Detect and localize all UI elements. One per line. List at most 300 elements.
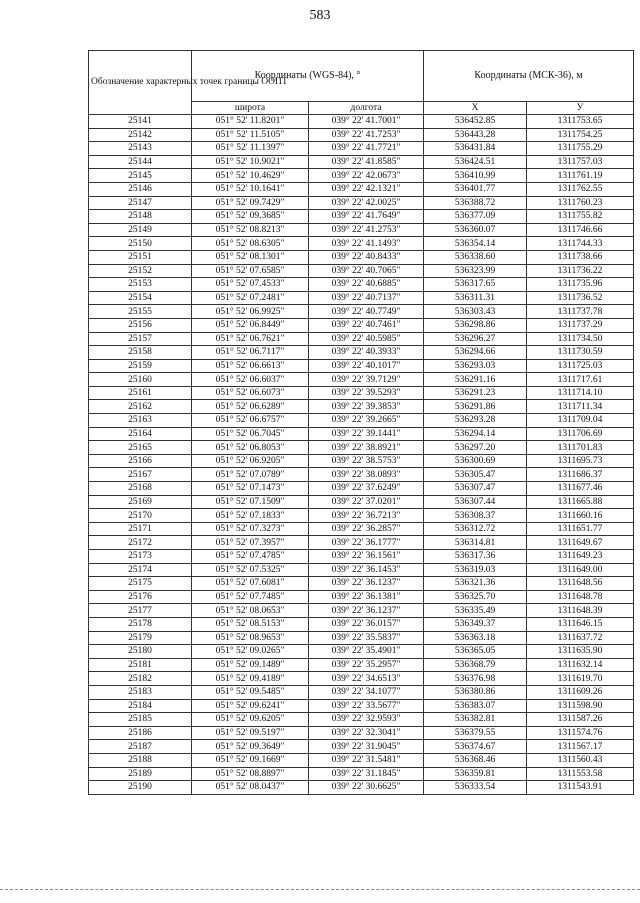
cell-longitude: 039° 22' 40.7749": [309, 305, 424, 319]
cell-latitude: 051° 52' 08.6305": [192, 237, 309, 251]
table-row: [89, 631, 634, 645]
cell-latitude: 051° 52' 10.1641": [192, 182, 309, 196]
cell-x: 536300.69: [424, 454, 527, 468]
cell-point-id: 25152: [89, 264, 192, 278]
table-row: [89, 264, 634, 278]
page-number: 583: [309, 8, 331, 23]
cell-latitude: 051° 52' 09.0265": [192, 645, 309, 659]
cell-y: 1311734.50: [527, 332, 634, 346]
table-row: [89, 346, 634, 360]
cell-point-id: 25186: [89, 726, 192, 740]
cell-longitude: 039° 22' 36.1237": [309, 577, 424, 591]
cell-x: 536305.47: [424, 468, 527, 482]
cell-longitude: 039° 22' 40.7065": [309, 264, 424, 278]
table-row: [89, 155, 634, 169]
cell-y: 1311761.19: [527, 169, 634, 183]
cell-latitude: 051° 52' 06.6037": [192, 373, 309, 387]
cell-y: 1311701.83: [527, 441, 634, 455]
cell-point-id: 25182: [89, 672, 192, 686]
cell-longitude: 039° 22' 33.5677": [309, 699, 424, 713]
table-row: [89, 713, 634, 727]
cell-y: 1311730.59: [527, 346, 634, 360]
table-row: [89, 441, 634, 455]
cell-longitude: 039° 22' 41.7001": [309, 115, 424, 129]
cell-point-id: 25143: [89, 142, 192, 156]
table-row: [89, 672, 634, 686]
cell-longitude: 039° 22' 40.1017": [309, 359, 424, 373]
cell-point-id: 25153: [89, 278, 192, 292]
cell-longitude: 039° 22' 42.0025": [309, 196, 424, 210]
cell-y: 1311651.77: [527, 522, 634, 536]
cell-y: 1311714.10: [527, 386, 634, 400]
cell-x: 536360.07: [424, 223, 527, 237]
cell-x: 536335.49: [424, 604, 527, 618]
cell-x: 536443.28: [424, 128, 527, 142]
cell-latitude: 051° 52' 06.7621": [192, 332, 309, 346]
table-row: [89, 522, 634, 536]
cell-longitude: 039° 22' 32.3041": [309, 726, 424, 740]
cell-x: 536291.16: [424, 373, 527, 387]
table-row: [89, 291, 634, 305]
cell-latitude: 051° 52' 09.3685": [192, 210, 309, 224]
table-row: [89, 454, 634, 468]
cell-x: 536325.70: [424, 590, 527, 604]
cell-point-id: 25164: [89, 427, 192, 441]
coordinates-table: [88, 50, 634, 795]
cell-latitude: 051° 52' 07.3957": [192, 536, 309, 550]
cell-longitude: 039° 22' 34.6513": [309, 672, 424, 686]
cell-x: 536317.65: [424, 278, 527, 292]
cell-x: 536354.14: [424, 237, 527, 251]
cell-point-id: 25174: [89, 563, 192, 577]
cell-point-id: 25144: [89, 155, 192, 169]
cell-longitude: 039° 22' 41.7721": [309, 142, 424, 156]
cell-y: 1311695.73: [527, 454, 634, 468]
cell-longitude: 039° 22' 34.1077": [309, 685, 424, 699]
table-row: [89, 685, 634, 699]
cell-y: 1311760.23: [527, 196, 634, 210]
cell-longitude: 039° 22' 36.1453": [309, 563, 424, 577]
cell-point-id: 25156: [89, 318, 192, 332]
table-row: [89, 305, 634, 319]
table-row: [89, 318, 634, 332]
cell-y: 1311753.65: [527, 115, 634, 129]
cell-x: 536333.54: [424, 781, 527, 795]
cell-y: 1311762.55: [527, 182, 634, 196]
cell-x: 536293.28: [424, 414, 527, 428]
cell-latitude: 051° 52' 11.5105": [192, 128, 309, 142]
cell-point-id: 25187: [89, 740, 192, 754]
table-row: [89, 726, 634, 740]
table-row: [89, 495, 634, 509]
cell-longitude: 039° 22' 38.0893": [309, 468, 424, 482]
table-row: [89, 753, 634, 767]
cell-x: 536294.66: [424, 346, 527, 360]
cell-point-id: 25159: [89, 359, 192, 373]
cell-x: 536380.86: [424, 685, 527, 699]
cell-x: 536376.98: [424, 672, 527, 686]
cell-y: 1311587.26: [527, 713, 634, 727]
cell-y: 1311717.61: [527, 373, 634, 387]
cell-point-id: 25151: [89, 250, 192, 264]
cell-longitude: 039° 22' 30.6625": [309, 781, 424, 795]
table-row: [89, 577, 634, 591]
cell-latitude: 051° 52' 08.5153": [192, 617, 309, 631]
cell-y: 1311648.39: [527, 604, 634, 618]
cell-y: 1311660.16: [527, 509, 634, 523]
table-row: [89, 250, 634, 264]
table-row: [89, 386, 634, 400]
cell-longitude: 039° 22' 31.9045": [309, 740, 424, 754]
cell-latitude: 051° 52' 07.3273": [192, 522, 309, 536]
cell-point-id: 25158: [89, 346, 192, 360]
cell-latitude: 051° 52' 10.4629": [192, 169, 309, 183]
cell-point-id: 25160: [89, 373, 192, 387]
cell-x: 536363.18: [424, 631, 527, 645]
cell-longitude: 039° 22' 38.8921": [309, 441, 424, 455]
cell-x: 536382.81: [424, 713, 527, 727]
cell-x: 536424.51: [424, 155, 527, 169]
subheader-x: X: [424, 102, 527, 115]
table-row: [89, 563, 634, 577]
cell-latitude: 051° 52' 06.8449": [192, 318, 309, 332]
cell-x: 536410.99: [424, 169, 527, 183]
table-row: [89, 427, 634, 441]
cell-x: 536431.84: [424, 142, 527, 156]
cell-point-id: 25190: [89, 781, 192, 795]
table-row: [89, 400, 634, 414]
cell-y: 1311648.78: [527, 590, 634, 604]
cell-latitude: 051° 52' 06.9925": [192, 305, 309, 319]
cell-x: 536317.36: [424, 550, 527, 564]
table-row: [89, 182, 634, 196]
table-row: [89, 468, 634, 482]
cell-point-id: 25188: [89, 753, 192, 767]
cell-x: 536307.47: [424, 482, 527, 496]
cell-latitude: 051° 52' 09.1489": [192, 658, 309, 672]
cell-latitude: 051° 52' 07.7485": [192, 590, 309, 604]
table-row: [89, 196, 634, 210]
cell-longitude: 039° 22' 36.1561": [309, 550, 424, 564]
cell-y: 1311677.46: [527, 482, 634, 496]
cell-latitude: 051° 52' 06.7045": [192, 427, 309, 441]
cell-latitude: 051° 52' 07.0789": [192, 468, 309, 482]
cell-y: 1311686.37: [527, 468, 634, 482]
cell-point-id: 25147: [89, 196, 192, 210]
table-row: [89, 590, 634, 604]
cell-point-id: 25176: [89, 590, 192, 604]
cell-x: 536368.79: [424, 658, 527, 672]
cell-y: 1311711.34: [527, 400, 634, 414]
header-msk36: Координаты (МСК-36), м: [424, 51, 634, 102]
cell-longitude: 039° 22' 40.8433": [309, 250, 424, 264]
cell-y: 1311706.69: [527, 427, 634, 441]
cell-latitude: 051° 52' 09.6241": [192, 699, 309, 713]
cell-y: 1311635.90: [527, 645, 634, 659]
cell-x: 536374.67: [424, 740, 527, 754]
cell-point-id: 25175: [89, 577, 192, 591]
table-row: [89, 740, 634, 754]
cell-longitude: 039° 22' 39.5293": [309, 386, 424, 400]
cell-point-id: 25155: [89, 305, 192, 319]
cell-y: 1311619.70: [527, 672, 634, 686]
cell-y: 1311567.17: [527, 740, 634, 754]
cell-latitude: 051° 52' 08.8213": [192, 223, 309, 237]
cell-latitude: 051° 52' 07.6585": [192, 264, 309, 278]
cell-latitude: 051° 52' 06.7117": [192, 346, 309, 360]
table-row: [89, 550, 634, 564]
table-row: [89, 210, 634, 224]
cell-longitude: 039° 22' 36.1237": [309, 604, 424, 618]
cell-longitude: 039° 22' 38.5753": [309, 454, 424, 468]
cell-y: 1311553.58: [527, 767, 634, 781]
cell-point-id: 25149: [89, 223, 192, 237]
cell-y: 1311746.66: [527, 223, 634, 237]
table-row: [89, 699, 634, 713]
cell-point-id: 25141: [89, 115, 192, 129]
cell-point-id: 25148: [89, 210, 192, 224]
cell-longitude: 039° 22' 41.7253": [309, 128, 424, 142]
table-row: [89, 237, 634, 251]
cell-x: 536294.14: [424, 427, 527, 441]
table-row: [89, 645, 634, 659]
cell-point-id: 25168: [89, 482, 192, 496]
cell-x: 536349.37: [424, 617, 527, 631]
cell-x: 536307.44: [424, 495, 527, 509]
cell-y: 1311609.26: [527, 685, 634, 699]
cell-latitude: 051° 52' 09.1669": [192, 753, 309, 767]
cell-latitude: 051° 52' 06.6289": [192, 400, 309, 414]
cell-longitude: 039° 22' 39.3853": [309, 400, 424, 414]
table-row: [89, 332, 634, 346]
cell-x: 536293.03: [424, 359, 527, 373]
table-row: [89, 509, 634, 523]
cell-latitude: 051° 52' 07.2481": [192, 291, 309, 305]
cell-longitude: 039° 22' 39.7129": [309, 373, 424, 387]
cell-point-id: 25173: [89, 550, 192, 564]
cell-longitude: 039° 22' 36.1381": [309, 590, 424, 604]
cell-point-id: 25171: [89, 522, 192, 536]
cell-longitude: 039° 22' 40.3933": [309, 346, 424, 360]
cell-y: 1311744.33: [527, 237, 634, 251]
cell-longitude: 039° 22' 41.8585": [309, 155, 424, 169]
cell-y: 1311737.29: [527, 318, 634, 332]
table-header-row: [89, 51, 634, 102]
cell-longitude: 039° 22' 36.2857": [309, 522, 424, 536]
header-point-id: Обозначение характерных точек границы ООПТ: [89, 51, 192, 115]
table-row: [89, 414, 634, 428]
cell-point-id: 25167: [89, 468, 192, 482]
cell-y: 1311736.52: [527, 291, 634, 305]
cell-x: 536291.86: [424, 400, 527, 414]
cell-longitude: 039° 22' 37.6249": [309, 482, 424, 496]
cell-latitude: 051° 52' 06.8053": [192, 441, 309, 455]
cell-y: 1311646.15: [527, 617, 634, 631]
page-bottom-divider: [0, 889, 640, 890]
cell-latitude: 051° 52' 08.0653": [192, 604, 309, 618]
cell-y: 1311560.43: [527, 753, 634, 767]
cell-y: 1311649.00: [527, 563, 634, 577]
cell-point-id: 25154: [89, 291, 192, 305]
cell-point-id: 25165: [89, 441, 192, 455]
table-row: [89, 604, 634, 618]
cell-y: 1311709.04: [527, 414, 634, 428]
cell-latitude: 051° 52' 07.1473": [192, 482, 309, 496]
cell-y: 1311737.78: [527, 305, 634, 319]
cell-y: 1311755.82: [527, 210, 634, 224]
cell-latitude: 051° 52' 07.4533": [192, 278, 309, 292]
table-row: [89, 142, 634, 156]
table-row: [89, 373, 634, 387]
cell-longitude: 039° 22' 42.0673": [309, 169, 424, 183]
table-row: [89, 767, 634, 781]
cell-latitude: 051° 52' 06.6757": [192, 414, 309, 428]
cell-y: 1311736.22: [527, 264, 634, 278]
cell-point-id: 25145: [89, 169, 192, 183]
table-row: [89, 169, 634, 183]
subheader-longitude: долгота: [309, 102, 424, 115]
cell-latitude: 051° 52' 09.6205": [192, 713, 309, 727]
cell-point-id: 25178: [89, 617, 192, 631]
cell-point-id: 25166: [89, 454, 192, 468]
cell-latitude: 051° 52' 09.5197": [192, 726, 309, 740]
cell-point-id: 25172: [89, 536, 192, 550]
cell-point-id: 25181: [89, 658, 192, 672]
table-row: [89, 617, 634, 631]
cell-longitude: 039° 22' 40.6885": [309, 278, 424, 292]
cell-longitude: 039° 22' 41.7649": [309, 210, 424, 224]
cell-x: 536401.77: [424, 182, 527, 196]
table-row: [89, 781, 634, 795]
table-row: [89, 658, 634, 672]
cell-longitude: 039° 22' 39.2665": [309, 414, 424, 428]
table-row: [89, 115, 634, 129]
cell-longitude: 039° 22' 37.0201": [309, 495, 424, 509]
cell-latitude: 051° 52' 07.1833": [192, 509, 309, 523]
cell-y: 1311754.25: [527, 128, 634, 142]
cell-x: 536314.81: [424, 536, 527, 550]
table-body: [89, 115, 634, 795]
table-row: [89, 482, 634, 496]
cell-point-id: 25184: [89, 699, 192, 713]
cell-longitude: 039° 22' 40.5985": [309, 332, 424, 346]
cell-longitude: 039° 22' 35.4901": [309, 645, 424, 659]
cell-x: 536379.55: [424, 726, 527, 740]
cell-latitude: 051° 52' 07.4785": [192, 550, 309, 564]
cell-latitude: 051° 52' 06.6073": [192, 386, 309, 400]
table-row: [89, 223, 634, 237]
subheader-latitude: широта: [192, 102, 309, 115]
cell-point-id: 25146: [89, 182, 192, 196]
cell-latitude: 051° 52' 09.4189": [192, 672, 309, 686]
cell-longitude: 039° 22' 39.1441": [309, 427, 424, 441]
cell-point-id: 25161: [89, 386, 192, 400]
cell-x: 536319.03: [424, 563, 527, 577]
cell-latitude: 051° 52' 08.1301": [192, 250, 309, 264]
cell-latitude: 051° 52' 10.9021": [192, 155, 309, 169]
cell-x: 536368.46: [424, 753, 527, 767]
cell-x: 536311.31: [424, 291, 527, 305]
cell-point-id: 25180: [89, 645, 192, 659]
cell-point-id: 25185: [89, 713, 192, 727]
cell-point-id: 25177: [89, 604, 192, 618]
cell-latitude: 051° 52' 07.6081": [192, 577, 309, 591]
cell-latitude: 051° 52' 09.5485": [192, 685, 309, 699]
cell-x: 536338.60: [424, 250, 527, 264]
table-row: [89, 278, 634, 292]
cell-longitude: 039° 22' 40.7461": [309, 318, 424, 332]
cell-x: 536359.81: [424, 767, 527, 781]
table-row: [89, 128, 634, 142]
table-row: [89, 359, 634, 373]
cell-x: 536377.09: [424, 210, 527, 224]
cell-x: 536296.27: [424, 332, 527, 346]
cell-latitude: 051° 52' 08.0437": [192, 781, 309, 795]
cell-latitude: 051° 52' 07.1509": [192, 495, 309, 509]
cell-x: 536312.72: [424, 522, 527, 536]
cell-longitude: 039° 22' 32.9593": [309, 713, 424, 727]
cell-x: 536308.37: [424, 509, 527, 523]
cell-x: 536303.43: [424, 305, 527, 319]
cell-latitude: 051° 52' 11.1397": [192, 142, 309, 156]
cell-x: 536388.72: [424, 196, 527, 210]
cell-point-id: 25170: [89, 509, 192, 523]
cell-point-id: 25162: [89, 400, 192, 414]
cell-y: 1311649.23: [527, 550, 634, 564]
cell-longitude: 039° 22' 36.7213": [309, 509, 424, 523]
cell-latitude: 051° 52' 06.9205": [192, 454, 309, 468]
cell-x: 536298.86: [424, 318, 527, 332]
cell-x: 536452.85: [424, 115, 527, 129]
cell-point-id: 25169: [89, 495, 192, 509]
cell-longitude: 039° 22' 31.5481": [309, 753, 424, 767]
cell-x: 536323.99: [424, 264, 527, 278]
cell-y: 1311543.91: [527, 781, 634, 795]
cell-y: 1311755.29: [527, 142, 634, 156]
cell-longitude: 039° 22' 41.2753": [309, 223, 424, 237]
cell-y: 1311665.88: [527, 495, 634, 509]
cell-point-id: 25189: [89, 767, 192, 781]
cell-latitude: 051° 52' 08.8897": [192, 767, 309, 781]
cell-longitude: 039° 22' 35.5837": [309, 631, 424, 645]
cell-y: 1311649.67: [527, 536, 634, 550]
cell-longitude: 039° 22' 36.1777": [309, 536, 424, 550]
cell-point-id: 25157: [89, 332, 192, 346]
cell-longitude: 039° 22' 35.2957": [309, 658, 424, 672]
cell-y: 1311735.96: [527, 278, 634, 292]
cell-y: 1311725.03: [527, 359, 634, 373]
cell-y: 1311637.72: [527, 631, 634, 645]
cell-x: 536321.36: [424, 577, 527, 591]
cell-y: 1311632.14: [527, 658, 634, 672]
subheader-y: У: [527, 102, 634, 115]
cell-point-id: 25142: [89, 128, 192, 142]
cell-latitude: 051° 52' 11.8201": [192, 115, 309, 129]
table-row: [89, 536, 634, 550]
cell-y: 1311574.76: [527, 726, 634, 740]
cell-x: 536365.05: [424, 645, 527, 659]
cell-latitude: 051° 52' 09.7429": [192, 196, 309, 210]
cell-latitude: 051° 52' 07.5325": [192, 563, 309, 577]
cell-x: 536297.20: [424, 441, 527, 455]
cell-x: 536383.07: [424, 699, 527, 713]
cell-y: 1311648.56: [527, 577, 634, 591]
cell-latitude: 051° 52' 08.9653": [192, 631, 309, 645]
cell-point-id: 25150: [89, 237, 192, 251]
header-wgs84: Координаты (WGS-84), °: [192, 51, 424, 102]
cell-x: 536291.23: [424, 386, 527, 400]
cell-point-id: 25163: [89, 414, 192, 428]
